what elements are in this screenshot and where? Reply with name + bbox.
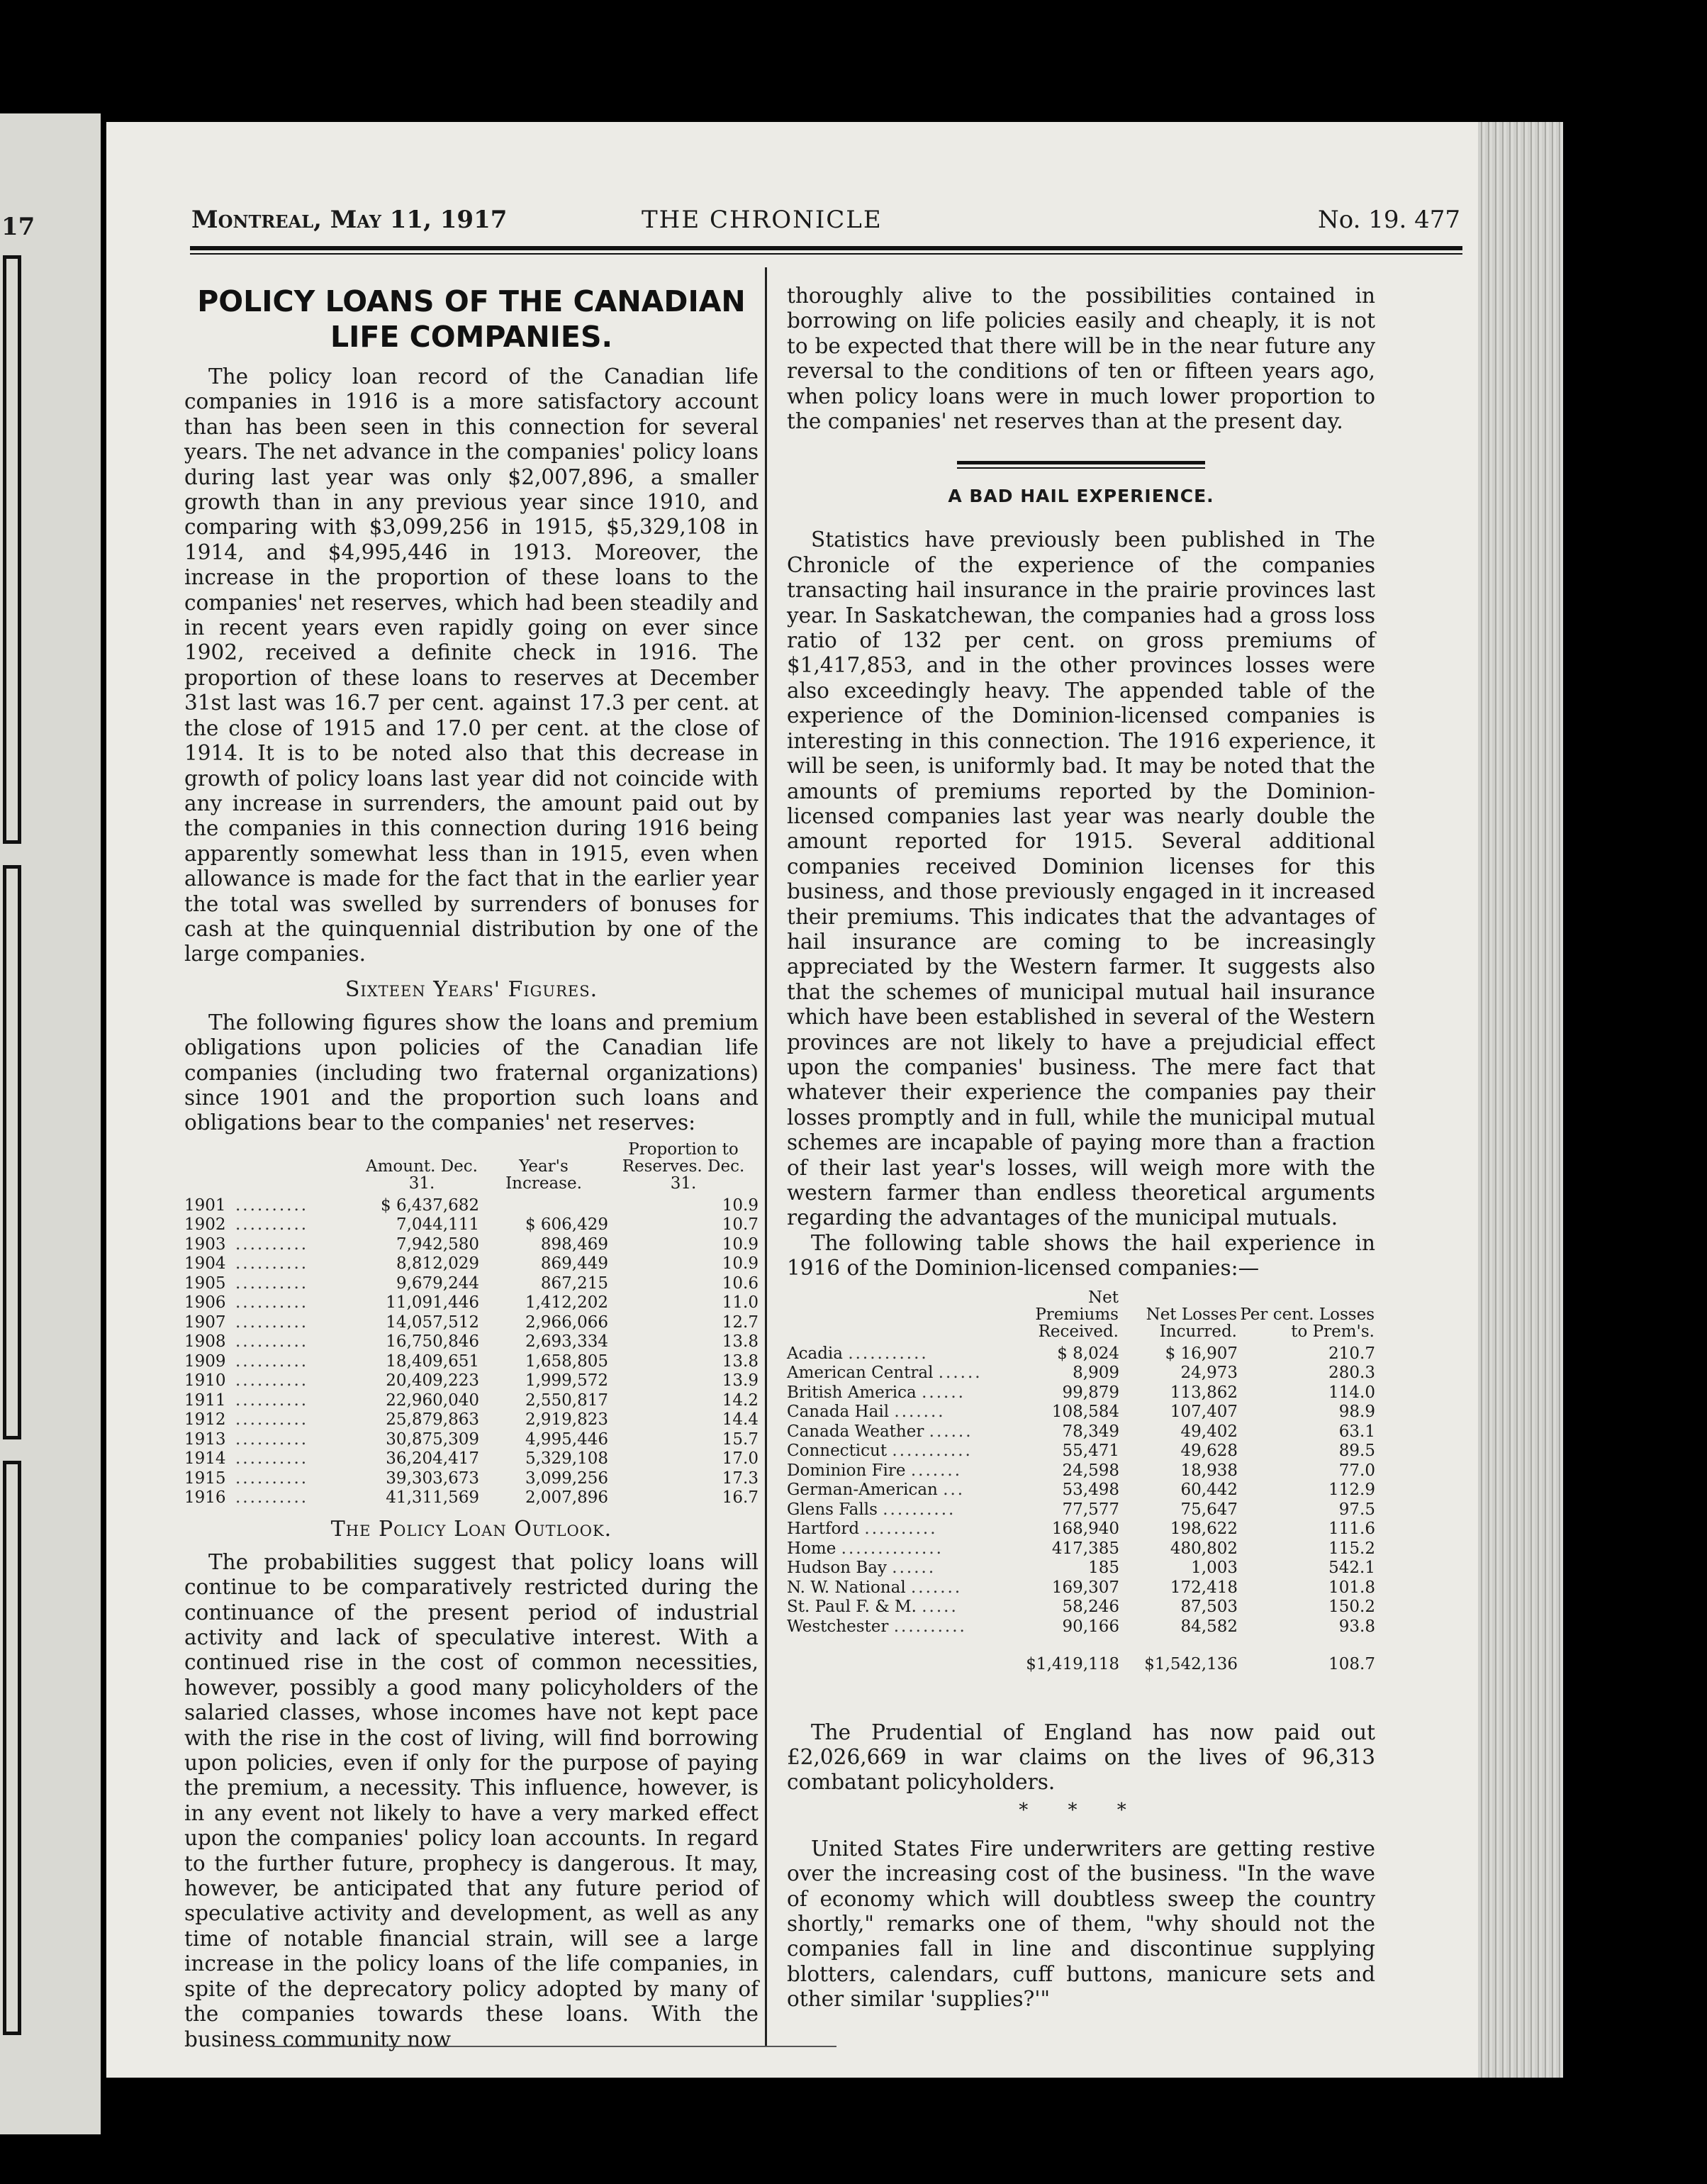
leader-dots: .......... (235, 1196, 309, 1215)
table-row (184, 1469, 759, 1489)
company-cell (787, 1344, 1001, 1364)
leader-dots: ..... (922, 1598, 958, 1617)
table-row (184, 1293, 759, 1313)
article-paragraph: The probabilities suggest that policy loans will continue to be comparatively restricted during the continuance of the present period of industrial activity and lack of speculative interest. With a continued rise in the cost of common necessities, however, possibly a good many policyholders of the salaried classes, whose incomes have not kept pace with the rise in the cost of living, will find borrowing upon policies, even if only for the purpose of paying the premium, a necessity. This influence, however, is in any event not likely to have a very marked effect upon the companies' policy loan accounts. In regard to the further future, prophecy is dangerous. It may, however, be anticipated that any future period of speculative activity and development, as well as any time of notable financial strain, will see a large increase in the policy loans of the life companies, in spite of the deprecatory policy adopted by many of the companies towards these loans. With the business community now (184, 1549, 759, 2051)
increase-cell: 5,329,108 (525, 1449, 608, 1469)
leader-dots: .......... (235, 1449, 309, 1469)
premiums-cell: 77,577 (1062, 1500, 1119, 1519)
company-cell (787, 1481, 1001, 1500)
increase-cell (479, 1196, 608, 1216)
total-premiums-cell: $1,419,118 (1026, 1655, 1119, 1674)
article-title-hail: A BAD HAIL EXPERIENCE. (948, 486, 1214, 507)
table-header-row (787, 1288, 1375, 1344)
company-cell (787, 1422, 1001, 1442)
article-title-policy-loans: POLICY LOANS OF THE CANADIAN LIFE COMPANIES. (197, 284, 746, 354)
premiums-cell: 90,166 (1062, 1617, 1119, 1636)
losses-cell: 49,402 (1180, 1422, 1238, 1441)
increase-cell: 2,693,334 (525, 1332, 608, 1352)
company-cell (787, 1442, 1001, 1461)
company-name: German-American (787, 1481, 938, 1500)
amount-cell: 16,750,846 (386, 1332, 479, 1352)
losses-cell: 1,003 (1191, 1559, 1238, 1578)
company-name: Connecticut (787, 1442, 888, 1461)
leader-dots: .......... (235, 1332, 309, 1352)
table-row (184, 1430, 759, 1450)
header-dateline: Montreal, May 11, 1917 (191, 206, 508, 234)
news-item-prudential: The Prudential of England has now paid out £2,026,669 in war claims on the lives of 96,313 combatant policyholders. (787, 1720, 1375, 1795)
hail-experience-table (787, 1288, 1375, 1675)
table-row (787, 1344, 1375, 1364)
proportion-cell: 11.0 (722, 1293, 759, 1313)
premiums-cell: 99,879 (1062, 1383, 1119, 1402)
percent-cell: 210.7 (1328, 1344, 1375, 1363)
leader-dots: .......... (864, 1520, 938, 1539)
table-row (787, 1422, 1375, 1442)
total-percent-cell: 108.7 (1328, 1655, 1375, 1674)
company-name: N. W. National (787, 1578, 906, 1597)
facing-page-number: 17 (1, 213, 35, 241)
newspaper-page (106, 122, 1478, 2078)
premiums-cell: 55,471 (1062, 1442, 1119, 1461)
column-header-premiums: Net Premiums Received. (1035, 1288, 1119, 1341)
leader-dots: ........... (848, 1344, 929, 1363)
amount-cell: 7,044,111 (396, 1215, 479, 1235)
premiums-cell: 108,584 (1051, 1403, 1119, 1422)
proportion-cell: 14.2 (722, 1391, 759, 1410)
section-stars: * * * (1019, 1799, 1143, 1821)
amount-cell: 30,875,309 (386, 1430, 479, 1449)
left-column (184, 284, 759, 2052)
table-row (787, 1617, 1375, 1637)
company-cell (787, 1559, 1001, 1578)
year-cell: 1903 (184, 1235, 226, 1254)
percent-cell: 93.8 (1338, 1617, 1375, 1636)
company-name: American Central (787, 1364, 934, 1383)
proportion-cell: 10.6 (722, 1274, 759, 1293)
company-cell (787, 1539, 1001, 1559)
percent-cell: 77.0 (1338, 1461, 1375, 1480)
company-name: Westchester (787, 1617, 889, 1636)
table-row (184, 1410, 759, 1430)
year-cell: 1909 (184, 1352, 226, 1371)
leader-dots: .......... (235, 1235, 309, 1254)
table-row (787, 1539, 1375, 1559)
column-header-increase: Year's Increase. (505, 1157, 582, 1193)
page-header (191, 206, 1460, 241)
table-row (184, 1313, 759, 1333)
leader-dots: ...... (929, 1422, 973, 1441)
proportion-cell: 10.7 (722, 1215, 759, 1235)
amount-cell: 7,942,580 (396, 1235, 479, 1254)
increase-cell: 4,995,446 (525, 1430, 608, 1449)
article-paragraph: Statistics have previously been published in The Chronicle of the experience of the companies transacting hail insurance in the prairie provinces last year. In Saskatchewan, the companies had a gross loss ratio of 132 per cent. on gross premiums of $1,417,853, and in the other provinces losses were also exceedingly heavy. The appended table of the experience of the Dominion-licensed companies is interesting in this connection. The 1916 experience, it will be seen, is uniformly bad. It may be noted that the amounts of premiums reported by the Dominion-licensed companies last year was nearly double the amount reported for 1915. Several additional companies received Dominion licenses for this business, and those previously engaged in it increased their premiums. This indicates that the advantages of hail insurance are coming to be increasingly appreciated by the Western farmer. It suggests also that the schemes of municipal mutual hail insurance which have been established in several of the Western provinces are not likely to have a prejudicial effect upon the companies' business. The mere fact that whatever their experience the companies pay their losses promptly and in full, while the municipal mutual schemes are incapable of paying more than a fraction of their last year's losses, will weigh more with the western farmer than endless theoretical arguments regarding the advantages of the municipal mutuals. (787, 528, 1375, 1230)
subheading-sixteen-years: Sixteen Years' Figures. (345, 976, 598, 1002)
losses-cell: 49,628 (1180, 1442, 1238, 1461)
column-divider (765, 267, 767, 2047)
proportion-cell: 17.3 (722, 1469, 759, 1488)
proportion-cell: 10.9 (722, 1196, 759, 1215)
company-cell (787, 1520, 1001, 1539)
book-page-edges (1478, 122, 1563, 2078)
header-masthead: THE CHRONICLE (642, 206, 883, 234)
year-cell: 1916 (184, 1488, 226, 1508)
leader-dots: .......... (235, 1391, 309, 1410)
company-name: Hudson Bay (787, 1559, 887, 1578)
year-cell: 1915 (184, 1469, 226, 1488)
increase-cell: 1,658,805 (525, 1352, 608, 1371)
leader-dots: .......... (883, 1500, 956, 1519)
losses-cell: 18,938 (1180, 1461, 1238, 1480)
company-name: Home (787, 1539, 836, 1558)
year-cell: 1902 (184, 1215, 226, 1235)
losses-cell: 113,862 (1170, 1383, 1238, 1402)
amount-cell: 41,311,569 (386, 1488, 479, 1508)
leader-dots: .......... (235, 1371, 309, 1391)
table-row (184, 1371, 759, 1391)
table-row (184, 1352, 759, 1372)
amount-cell: $ 6,437,682 (381, 1196, 479, 1215)
premiums-cell: $ 8,024 (1057, 1344, 1119, 1363)
increase-cell: $ 606,429 (525, 1215, 608, 1235)
losses-cell: 24,973 (1180, 1364, 1238, 1383)
percent-cell: 112.9 (1328, 1481, 1375, 1500)
amount-cell: 18,409,651 (386, 1352, 479, 1371)
column-header-amount: Amount. Dec. 31. (365, 1157, 478, 1193)
increase-cell: 898,469 (540, 1235, 608, 1254)
losses-cell: 60,442 (1180, 1481, 1238, 1500)
increase-cell: 2,550,817 (525, 1391, 608, 1410)
leader-dots: ...... (892, 1559, 936, 1578)
leader-dots: ....... (911, 1578, 963, 1597)
total-losses-cell: $1,542,136 (1144, 1655, 1238, 1674)
company-cell (787, 1403, 1001, 1422)
news-item-fire-underwriters: United States Fire underwriters are getting restive over the increasing cost of the business. "In the wave of economy which will doubtless sweep the country shortly," remarks one of them, "why should not the companies fall in line and discontinue supplying blotters, calendars, cuff buttons, manicure sets and other similar 'supplies?'" (787, 1836, 1375, 2012)
page-border-fragment (3, 1461, 21, 2035)
leader-dots: ........... (892, 1442, 973, 1461)
premiums-cell: 8,909 (1073, 1364, 1119, 1383)
amount-cell: 14,057,512 (386, 1313, 479, 1332)
subheading-policy-loan-outlook: The Policy Loan Outlook. (330, 1516, 612, 1542)
losses-cell: 172,418 (1170, 1578, 1238, 1597)
article-paragraph: The following table shows the hail experience in 1916 of the Dominion-licensed companies:— (787, 1230, 1375, 1281)
company-name: Canada Hail (787, 1403, 890, 1422)
article-paragraph: The policy loan record of the Canadian life companies in 1916 is a more satisfactory account than has been seen in this connection for several years. The net advance in the companies' policy loans during last year was only $2,007,896, a smaller growth than in any previous year since 1910, and comparing with $3,099,256 in 1915, $5,329,108 in 1914, and $4,995,446 in 1913. Moreover, the increase in the proportion of these loans to the companies' net reserves, which had been steadily and in recent years even rapidly going on ever since 1902, received a definite check in 1916. The proportion of these loans to reserves at December 31st last was 16.7 per cent. against 17.3 per cent. at the close of 1915 and 17.0 per cent. at the close of 1914. It is to be noted also that this decrease in growth of policy loans last year did not coincide with any increase in surrenders, the amount paid out by the companies in this connection during 1916 being apparently somewhat less than in 1915, even when allowance is made for the fact that in the earlier year the total was swelled by surrenders of bonuses for cash at the quinquennial distribution by one of the large companies. (184, 364, 759, 966)
increase-cell: 2,966,066 (525, 1313, 608, 1332)
company-cell (787, 1598, 1001, 1617)
page-border-fragment (3, 865, 21, 1439)
leader-dots: .......... (893, 1617, 967, 1636)
percent-cell: 63.1 (1338, 1422, 1375, 1441)
year-cell: 1908 (184, 1332, 226, 1352)
table-row (184, 1449, 759, 1469)
increase-cell: 1,412,202 (525, 1293, 608, 1313)
spacer (787, 1675, 1375, 1720)
column-header-percent: Per cent. Losses to Prem's. (1240, 1305, 1375, 1341)
percent-cell: 97.5 (1338, 1500, 1375, 1519)
table-row (184, 1488, 759, 1508)
header-rule (190, 246, 1462, 250)
percent-cell: 114.0 (1328, 1383, 1375, 1402)
company-cell (787, 1383, 1001, 1403)
leader-dots: ...... (938, 1364, 983, 1383)
increase-cell: 867,215 (540, 1274, 608, 1293)
article-paragraph-continued: thoroughly alive to the possibilities contained in borrowing on life policies easily and cheaply, it is not to be expected that there will be in the near future any reversal to the conditions of ten or fifteen years ago, when policy loans were in much lower proportion to the companies' net reserves than at the present day. (787, 284, 1375, 434)
losses-cell: 107,407 (1170, 1403, 1238, 1422)
leader-dots: .......... (235, 1488, 309, 1508)
amount-cell: 9,679,244 (396, 1274, 479, 1293)
section-divider (957, 461, 1205, 469)
table-row (787, 1461, 1375, 1481)
year-cell: 1904 (184, 1254, 226, 1274)
year-cell: 1913 (184, 1430, 226, 1449)
table-row (184, 1332, 759, 1352)
premiums-cell: 169,307 (1051, 1578, 1119, 1597)
amount-cell: 39,303,673 (386, 1469, 479, 1488)
increase-cell: 1,999,572 (525, 1371, 608, 1391)
company-name: Hartford (787, 1520, 860, 1539)
amount-cell: 25,879,863 (386, 1410, 479, 1430)
leader-dots: .......... (235, 1274, 309, 1293)
table-row (184, 1215, 759, 1235)
proportion-cell: 12.7 (722, 1313, 759, 1332)
table-row (184, 1254, 759, 1274)
leader-dots: ... (943, 1481, 966, 1500)
percent-cell: 98.9 (1338, 1403, 1375, 1422)
year-cell: 1906 (184, 1293, 226, 1313)
leader-dots: .......... (235, 1254, 309, 1274)
facing-page-edge (0, 113, 101, 2134)
amount-cell: 36,204,417 (386, 1449, 479, 1469)
table-row (787, 1403, 1375, 1422)
losses-cell: 87,503 (1180, 1598, 1238, 1617)
increase-cell: 3,099,256 (525, 1469, 608, 1488)
right-column (787, 284, 1375, 2012)
leader-dots: .......... (235, 1313, 309, 1332)
premiums-cell: 185 (1088, 1559, 1119, 1578)
table-row (787, 1364, 1375, 1383)
leader-dots: ....... (910, 1461, 963, 1480)
year-cell: 1907 (184, 1313, 226, 1332)
premiums-cell: 78,349 (1062, 1422, 1119, 1441)
losses-cell: 480,802 (1170, 1539, 1238, 1558)
table-row (184, 1235, 759, 1255)
leader-dots: .............. (841, 1539, 944, 1558)
proportion-cell: 13.8 (722, 1332, 759, 1352)
increase-cell: 869,449 (540, 1254, 608, 1274)
year-cell: 1914 (184, 1449, 226, 1469)
percent-cell: 101.8 (1328, 1578, 1375, 1597)
table-row (184, 1274, 759, 1294)
table-row (184, 1196, 759, 1216)
percent-cell: 89.5 (1338, 1442, 1375, 1461)
leader-dots: ...... (922, 1383, 966, 1402)
table-row (787, 1442, 1375, 1461)
year-cell: 1911 (184, 1391, 226, 1410)
year-cell: 1901 (184, 1196, 226, 1215)
company-name: Acadia (787, 1344, 843, 1363)
leader-dots: .......... (235, 1410, 309, 1430)
company-name: Glens Falls (787, 1500, 878, 1519)
table-row (787, 1559, 1375, 1578)
year-cell: 1905 (184, 1274, 226, 1293)
company-name: British America (787, 1383, 917, 1402)
total-label-cell (787, 1637, 1001, 1675)
page-border-fragment (3, 255, 21, 844)
proportion-cell: 15.7 (722, 1430, 759, 1449)
table-row (787, 1500, 1375, 1520)
company-cell (787, 1461, 1001, 1481)
table-total-row (787, 1637, 1375, 1675)
percent-cell: 542.1 (1328, 1559, 1375, 1578)
percent-cell: 111.6 (1328, 1520, 1375, 1539)
losses-cell: $ 16,907 (1165, 1344, 1238, 1363)
amount-cell: 22,960,040 (386, 1391, 479, 1410)
premiums-cell: 417,385 (1051, 1539, 1119, 1558)
amount-cell: 20,409,223 (386, 1371, 479, 1391)
company-cell (787, 1617, 1001, 1637)
leader-dots: .......... (235, 1430, 309, 1449)
percent-cell: 115.2 (1328, 1539, 1375, 1558)
amount-cell: 11,091,446 (386, 1293, 479, 1313)
table-row (787, 1383, 1375, 1403)
year-cell: 1912 (184, 1410, 226, 1430)
leader-dots: .......... (235, 1293, 309, 1313)
proportion-cell: 13.9 (722, 1371, 759, 1391)
company-name: Canada Weather (787, 1422, 924, 1441)
percent-cell: 280.3 (1328, 1364, 1375, 1383)
leader-dots: ....... (894, 1403, 946, 1422)
column-header-proportion: Proportion to Reserves. Dec. 31. (622, 1140, 745, 1193)
losses-cell: 75,647 (1180, 1500, 1238, 1519)
company-cell (787, 1500, 1001, 1520)
table-row (787, 1578, 1375, 1598)
column-header-losses: Net Losses Incurred. (1146, 1305, 1237, 1341)
increase-cell: 2,007,896 (525, 1488, 608, 1508)
company-cell (787, 1364, 1001, 1383)
bottom-rule (269, 2046, 836, 2047)
increase-cell: 2,919,823 (525, 1410, 608, 1430)
column-header-company (787, 1288, 1001, 1344)
company-name: St. Paul F. & M. (787, 1598, 917, 1617)
proportion-cell: 17.0 (722, 1449, 759, 1469)
header-issue-page: No. 19. 477 (1317, 206, 1460, 234)
losses-cell: 84,582 (1180, 1617, 1238, 1636)
premiums-cell: 24,598 (1062, 1461, 1119, 1480)
table-row (787, 1520, 1375, 1539)
percent-cell: 150.2 (1328, 1598, 1375, 1617)
losses-cell: 198,622 (1170, 1520, 1238, 1539)
proportion-cell: 13.8 (722, 1352, 759, 1371)
proportion-cell: 16.7 (722, 1488, 759, 1508)
premiums-cell: 58,246 (1062, 1598, 1119, 1617)
table-row (184, 1391, 759, 1411)
premiums-cell: 53,498 (1062, 1481, 1119, 1500)
proportion-cell: 14.4 (722, 1410, 759, 1430)
leader-dots: .......... (235, 1352, 309, 1371)
table-header-row (184, 1140, 759, 1196)
header-rule-thin (190, 253, 1462, 255)
table-row (787, 1481, 1375, 1500)
leader-dots: .......... (235, 1215, 309, 1235)
company-cell (787, 1578, 1001, 1598)
proportion-cell: 10.9 (722, 1235, 759, 1254)
company-name: Dominion Fire (787, 1461, 906, 1480)
table-row (787, 1598, 1375, 1617)
leader-dots: .......... (235, 1469, 309, 1488)
article-paragraph: The following figures show the loans and premium obligations upon policies of the Canadian life companies (including two fraternal organizations) since 1901 and the proportion such loans and obligations bear to the companies' net reserves: (184, 1010, 759, 1135)
amount-cell: 8,812,029 (396, 1254, 479, 1274)
year-cell: 1910 (184, 1371, 226, 1391)
premiums-cell: 168,940 (1051, 1520, 1119, 1539)
column-header-year (184, 1140, 235, 1196)
policy-loans-table (184, 1140, 759, 1508)
proportion-cell: 10.9 (722, 1254, 759, 1274)
column-header-dots (235, 1140, 364, 1196)
